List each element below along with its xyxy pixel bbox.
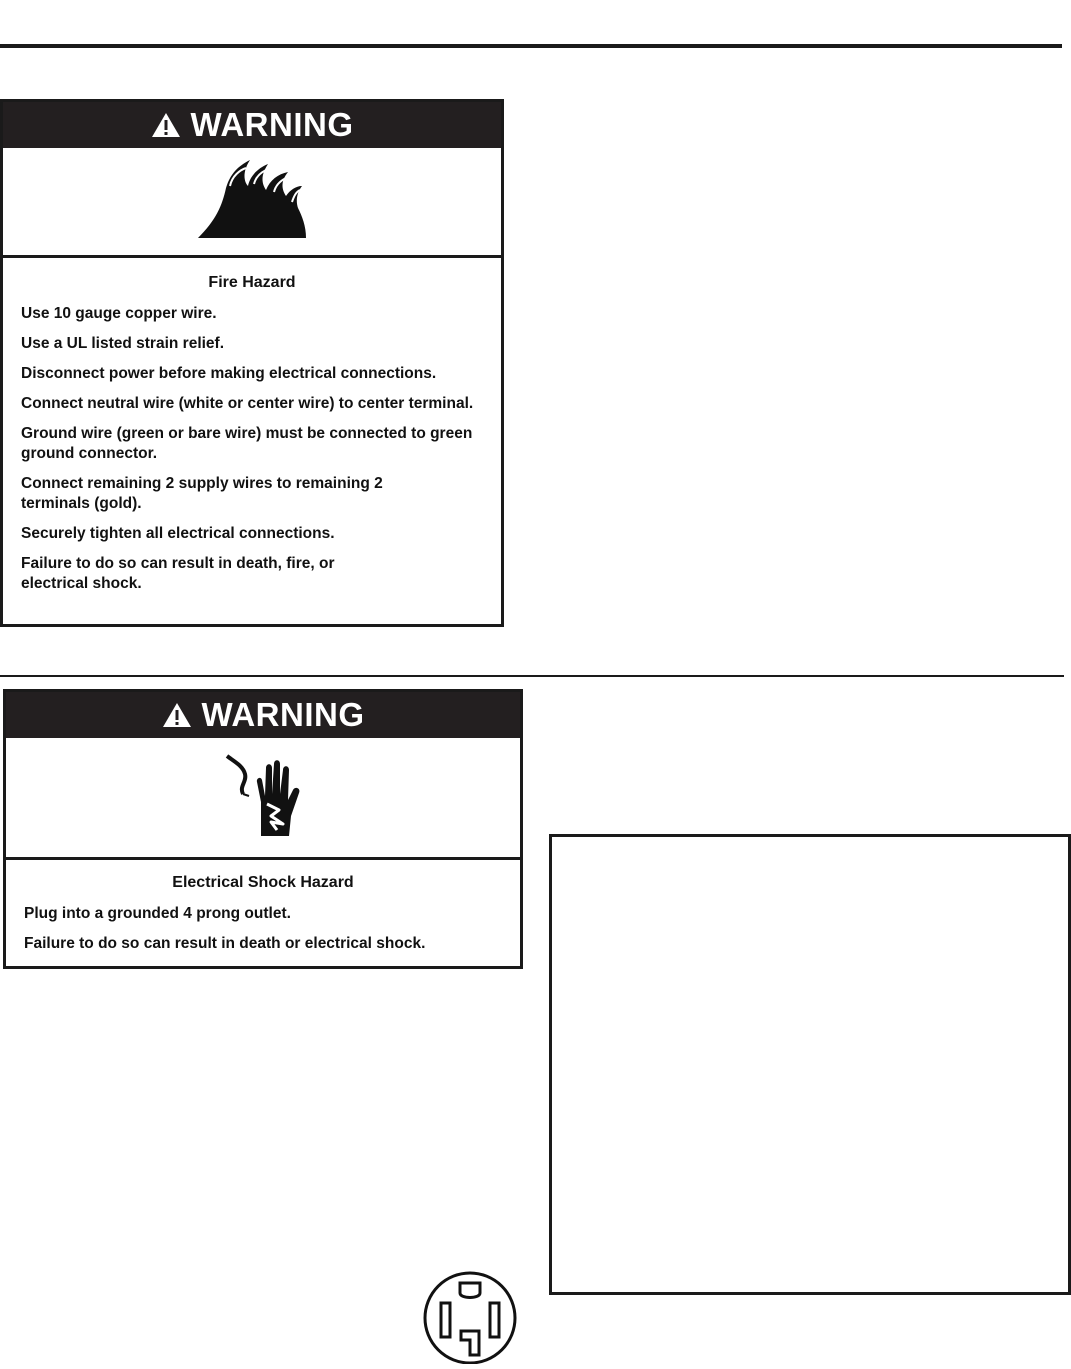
warning-line: Disconnect power before making electrical connections. xyxy=(21,365,437,382)
electrical-shock-warning xyxy=(3,689,523,969)
warning-line: Failure to do so can result in death, fire, or electrical shock. xyxy=(21,555,335,592)
warning-line: Connect neutral wire (white or center wire) to center terminal. xyxy=(21,395,474,412)
fire-hazard-warning xyxy=(0,99,504,627)
warning-header-text: WARNING xyxy=(201,696,365,733)
warning-header xyxy=(6,692,520,738)
hazard-title: Electrical Shock Hazard xyxy=(172,874,354,891)
warning-line: Securely tighten all electrical connections. xyxy=(21,525,335,542)
warning-line: Use a UL listed strain relief. xyxy=(21,335,225,352)
hazard-title: Fire Hazard xyxy=(208,274,296,291)
warning-triangle-icon xyxy=(162,702,192,728)
warning-header-text: WARNING xyxy=(190,106,354,143)
warning-body xyxy=(6,860,520,974)
warning-header xyxy=(3,102,501,148)
top-divider xyxy=(0,44,1062,48)
fire-icon xyxy=(196,158,308,245)
fire-icon-row xyxy=(3,148,501,258)
middle-divider xyxy=(0,675,1064,677)
warning-triangle-icon xyxy=(151,112,181,138)
warning-line: Ground wire (green or bare wire) must be connected to green ground connector. xyxy=(21,425,473,462)
warning-line: Plug into a grounded 4 prong outlet. xyxy=(24,905,291,922)
4-prong-outlet-icon xyxy=(421,1269,519,1364)
warning-line: Use 10 gauge copper wire. xyxy=(21,305,217,322)
warning-line: Failure to do so can result in death or electrical shock. xyxy=(24,935,426,952)
shock-icon-row xyxy=(6,738,520,860)
warning-body xyxy=(3,258,501,614)
illustration-panel xyxy=(549,834,1071,1295)
warning-line: Connect remaining 2 supply wires to remaining 2 terminals (gold). xyxy=(21,475,383,512)
electrical-shock-icon xyxy=(221,752,305,843)
